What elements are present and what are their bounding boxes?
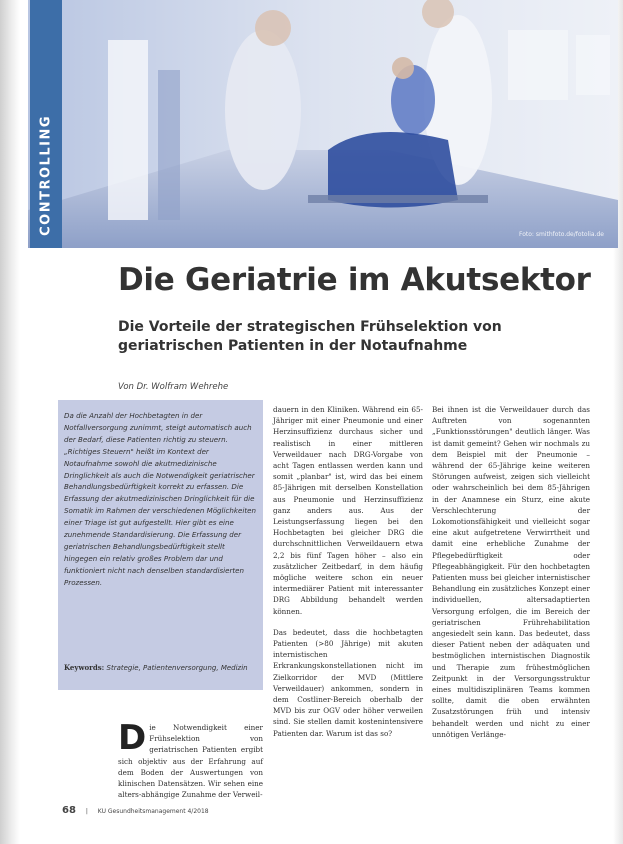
body-column-2	[273, 404, 423, 749]
photo-credit: Foto: smithfoto.de/fotolia.de	[518, 231, 604, 238]
abstract-text: Da die Anzahl der Hochbetagten in der Notfallversorgung zunimmt, steigt automatisch auch der Bedarf, diese Patienten richtig zu steuern. „Richtiges Steuern" heißt im Kontext der Notaufnahme sowohl die akutmedizinische Dringlichkeit als auch die Notwendigkeit geriatrischer Behandlungsbedürftigkeit korrekt zu erfassen. Die Erfassung der akutmedizinischen Dringlichkeit für die Somatik im Rahmen der verschiedenen Möglichkeiten einer Triage ist gut aufgestellt. Hier gibt es eine zunehmende Standardisierung. Die Erfassung der geriatrischen Behandlungsbedürftigkeit stellt hingegen ein relativ großes Problem dar und funktioniert nicht nach denselben standardisierten Prozessen.	[64, 411, 256, 587]
author-byline: Von Dr. Wolfram Wehrehe	[118, 382, 229, 392]
body-paragraph: Das bedeutet, dass die hochbetagten Patienten (>80 Jährige) mit akuten internistischen Erkrankungskonstellationen nicht im Zielkorridor der MVD (Mittlere Verweildauer) ankommen, sondern in dem Costliner-Bereich oberhalb der MVD bis zur OGV oder höher verweilen sind. Sie stellen damit kostenintensivere Patienten dar. Warum ist das so?	[273, 627, 423, 738]
page-footer	[62, 805, 209, 816]
page-number: 68	[62, 805, 76, 816]
body-text: ie Notwendigkeit einer Frühselektion von geriatrischen Patienten ergibt sich objektiv aus der Erfahrung auf dem Boden der Auswertungen von klinischen Datensätzen. Wir sehen eine alters-abhängige Zunahme der Verweil-	[118, 723, 263, 800]
article-title: Die Geriatrie im Akutsektor	[118, 262, 591, 298]
keywords-label: Keywords:	[64, 663, 105, 672]
keywords-list: Strategie, Patientenversorgung, Medizin	[106, 664, 248, 672]
section-bar	[30, 0, 62, 248]
hospital-corridor-illustration	[28, 0, 618, 248]
publication-name: KU Gesundheitsmanagement 4/2018	[97, 808, 209, 815]
article-subtitle: Die Vorteile der strategischen Frühselektion von geriatrischen Patienten in der Notaufnahme	[118, 319, 502, 354]
hero-photo	[28, 0, 618, 248]
body-column-3	[432, 404, 590, 750]
keywords	[64, 662, 258, 674]
body-column-1	[118, 718, 263, 800]
section-label: CONTROLLING	[38, 115, 54, 236]
footer-separator: |	[85, 808, 88, 815]
body-paragraph: Bei ihnen ist die Verweildauer durch das Auftreten von sogenannten „Funktionsstörungen" deutlich länger. Was ist damit gemeint? Gehen wir nochmals zu dem Beispiel mit der Pneumonie – während der 65-Jährige keine weiteren Störungen aufweist, zeigen sich vielleicht oder wahrscheinlich bei dem 85-Jährigen in der Anamnese ein Sturz, eine akute Verschlechterung der Lokomotionsfähigkeit und vielleicht sogar eine akut aufgetretene Verwirrtheit und damit eine erhebliche Zunahme der Pflegebedürftigkeit oder Pflegeabhängigkeit. Für den hochbetagten Patienten muss bei gleicher internistischer Behandlung ein zusätzliches Konzept einer individuellen, altersadaptierten Versorgung erfolgen, die im Bereich der geriatrischen Frührehabilitation angesiedelt sein kann. Das bedeutet, dass dieser Patient neben der adäquaten und bestmöglichen internistischen Diagnostik und Therapie zum frühestmöglichen Zeitpunkt in der Versorgungsstruktur eines multidisziplinären Teams kommen sollte, damit die oben erwähnten Zusatzstörungen früh und intensiv behandelt werden und nicht zu einer unnötigen Verlänge-	[432, 405, 590, 739]
body-paragraph: dauern in den Kliniken. Während ein 65-Jähriger mit einer Pneumonie und einer Herzinsuffizienz durchaus sicher und realistisch in einer mittleren Verweildauer nach DRG-Vorgabe von acht Tagen entlassen werden kann und somit „planbar" ist, wird das bei einem 85-Jährigen mit derselben Konstellation aus Pneumonie und Herzinsuffizienz ganz anders aus. Aus der Leistungserfassung liegen bei den Hochbetagten bei gleicher DRG die durchschnittlichen Verweildauern etwa 2,2 bis fünf Tagen höher – also ein zusätzlicher Zeitbedarf, in dem häufig mögliche weitere schon ein neuer intermediärer Patient mit interessanter DRG Abbildung behandelt werden können.	[273, 405, 423, 616]
drop-cap: D	[118, 718, 147, 758]
scan-shadow-left	[0, 0, 20, 844]
